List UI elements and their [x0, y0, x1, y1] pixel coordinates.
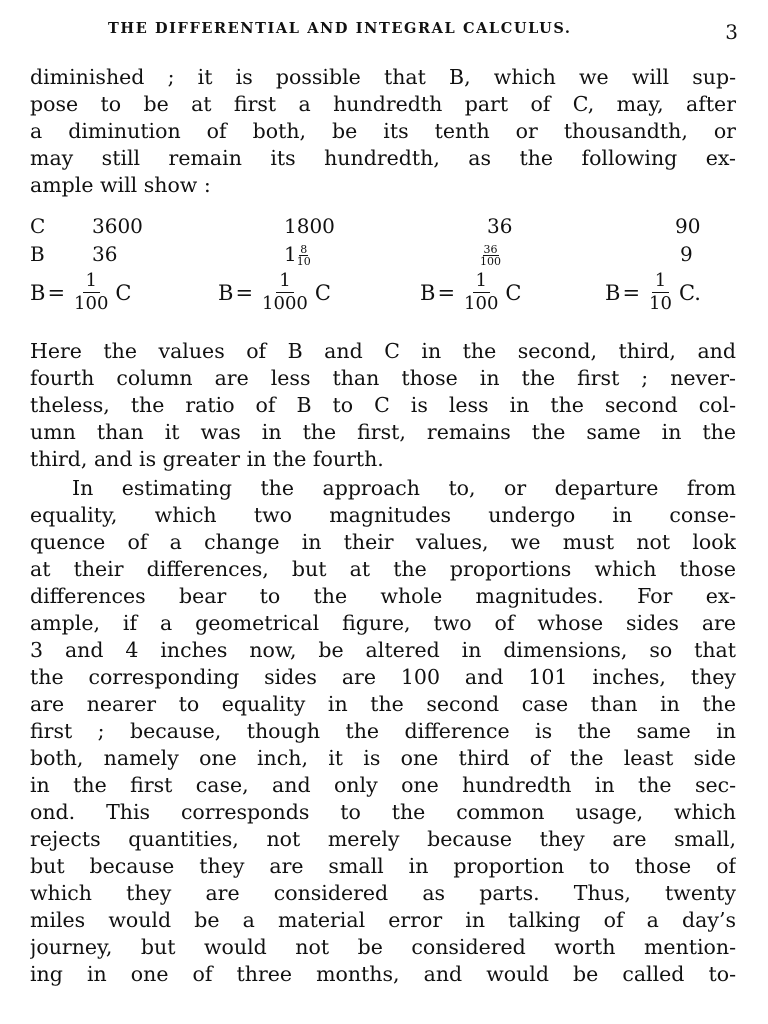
fraction-denominator: 100	[74, 293, 109, 314]
text-line: are nearer to equality in the second case than in the	[30, 692, 736, 716]
text-line: a diminution of both, be its tenth or thousandth, or	[30, 119, 736, 143]
formula-lhs: B	[420, 280, 436, 305]
text-line: third, and is greater in the fourth.	[30, 447, 384, 471]
text-line: rejects quantities, not merely because they are small,	[30, 827, 736, 851]
text-line: In estimating the approach to, or departure from	[72, 476, 736, 500]
formula-equals: =	[235, 280, 254, 305]
formula-fraction	[646, 270, 675, 315]
b-value-whole: 1	[284, 242, 297, 266]
text-line: ond. This corresponds to the common usage, which	[30, 800, 736, 824]
fraction-numerator: 36	[483, 243, 498, 256]
fraction-numerator: 1	[83, 270, 100, 293]
fraction-denominator: 10	[649, 293, 672, 314]
formula-lhs: B	[605, 280, 621, 305]
small-fraction	[480, 244, 501, 267]
formula-rhs: C	[115, 280, 132, 305]
formula-lhs: B	[30, 280, 46, 305]
ratio-formula	[420, 270, 521, 315]
text-line: may still remain its hundredth, as the following ex-	[30, 146, 736, 170]
c-value: 1800	[284, 214, 335, 238]
fraction-denominator: 100	[464, 293, 499, 314]
c-value: 90	[675, 214, 701, 238]
formula-lhs: B	[218, 280, 234, 305]
b-value-fraction	[480, 242, 501, 267]
text-line: quence of a change in their values, we must not look	[30, 530, 736, 554]
text-line: at their differences, but at the proportions which those	[30, 557, 736, 581]
formula-equals: =	[622, 280, 641, 305]
formula-rhs: C.	[678, 280, 701, 305]
text-line: journey, but would not be considered worth mention-	[30, 935, 736, 959]
formula-fraction	[461, 270, 501, 315]
fraction-numerator: 1	[652, 270, 669, 293]
text-line: theless, the ratio of B to C is less in the second col-	[30, 393, 736, 417]
text-line: equality, which two magnitudes undergo in conse-	[30, 503, 736, 527]
text-line: both, namely one inch, it is one third of the least side	[30, 746, 736, 770]
text-line: umn than it was in the first, remains the same in the	[30, 420, 736, 444]
fraction-numerator: 1	[473, 270, 490, 293]
b-value: 9	[680, 242, 693, 266]
text-line: the corresponding sides are 100 and 101 inches, they	[30, 665, 736, 689]
fraction-denominator: 1000	[262, 293, 308, 314]
text-line: but because they are small in proportion to those of	[30, 854, 736, 878]
text-line: 3 and 4 inches now, be altered in dimensions, so that	[30, 638, 736, 662]
formula-fraction	[259, 270, 311, 315]
row-label-b: B	[30, 242, 45, 266]
text-line: differences bear to the whole magnitudes. For ex-	[30, 584, 736, 608]
c-value: 36	[487, 214, 513, 238]
text-line: first ; because, though the difference is the same in	[30, 719, 736, 743]
text-line: miles would be a material error in talking of a day’s	[30, 908, 736, 932]
fraction-numerator: 8	[300, 243, 308, 256]
example-table	[30, 214, 746, 326]
formula-rhs: C	[505, 280, 522, 305]
running-title: THE DIFFERENTIAL AND INTEGRAL CALCULUS.	[108, 20, 572, 37]
text-line: ample will show :	[30, 173, 211, 197]
formula-equals: =	[437, 280, 456, 305]
ratio-formula	[30, 270, 131, 315]
b-value-mixed-fraction	[284, 242, 311, 267]
text-line: diminished ; it is possible that B, which we will sup-	[30, 65, 736, 89]
text-line: ing in one of three months, and would be called to-	[30, 962, 736, 986]
formula-equals: =	[47, 280, 66, 305]
text-line: fourth column are less than those in the first ; never-	[30, 366, 736, 390]
fraction-numerator: 1	[276, 270, 293, 293]
formula-rhs: C	[314, 280, 331, 305]
b-value: 36	[92, 242, 118, 266]
text-line: pose to be at first a hundredth part of C, may, after	[30, 92, 736, 116]
text-line: Here the values of B and C in the second, third, and	[30, 339, 736, 363]
text-line: which they are considered as parts. Thus, twenty	[30, 881, 736, 905]
ratio-formula	[605, 270, 701, 315]
fraction-denominator: 100	[480, 255, 501, 268]
formula-fraction	[71, 270, 111, 315]
text-line: in the first case, and only one hundredth in the sec-	[30, 773, 736, 797]
page-number: 3	[725, 20, 738, 44]
text-line: ample, if a geometrical figure, two of whose sides are	[30, 611, 736, 635]
small-fraction	[297, 244, 311, 267]
row-label-c: C	[30, 214, 46, 238]
ratio-formula	[218, 270, 331, 315]
fraction-denominator: 10	[296, 255, 311, 268]
c-value: 3600	[92, 214, 143, 238]
